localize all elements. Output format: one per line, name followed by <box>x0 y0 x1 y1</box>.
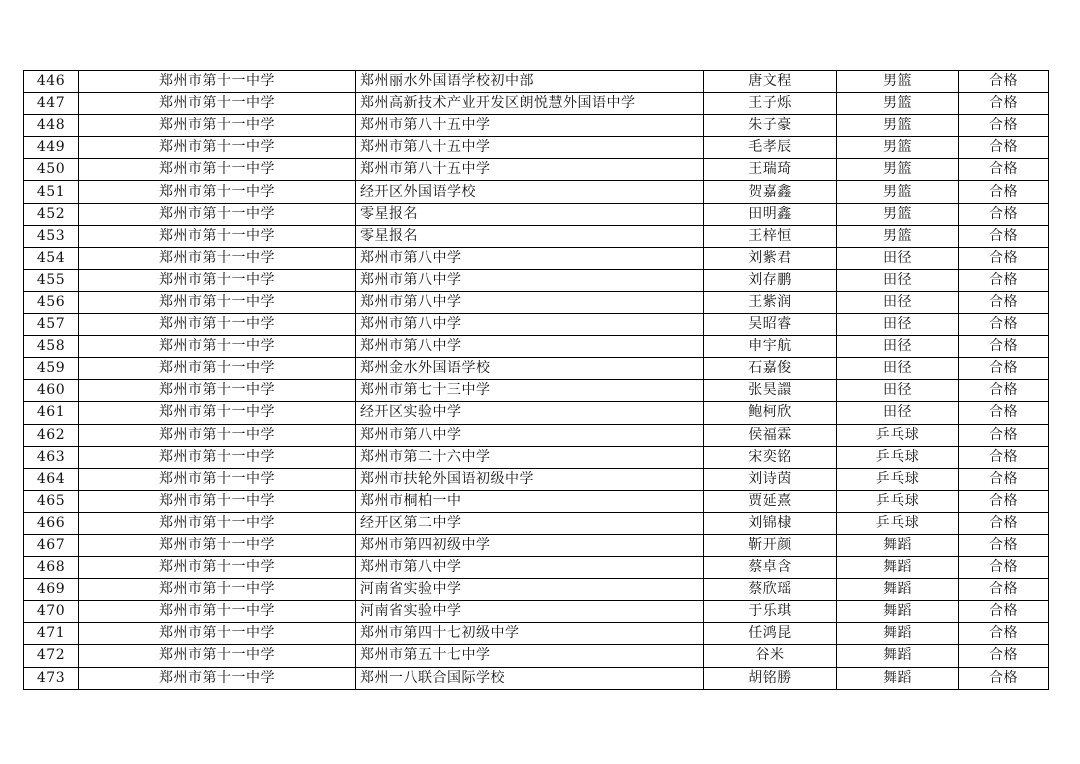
specialty-cell: 田径 <box>837 247 959 269</box>
table-row <box>24 512 1049 534</box>
graduating-school-cell: 郑州市第八中学 <box>356 314 704 336</box>
admitting-school-cell: 郑州市第十一中学 <box>79 623 356 645</box>
table-row <box>24 468 1049 490</box>
table-row <box>24 203 1049 225</box>
document-page <box>23 70 1048 690</box>
admitting-school-cell: 郑州市第十一中学 <box>79 402 356 424</box>
student-name-cell: 刘紫君 <box>704 247 837 269</box>
graduating-school-cell: 郑州市第八十五中学 <box>356 115 704 137</box>
specialty-cell: 田径 <box>837 269 959 291</box>
row-number-cell: 448 <box>24 115 79 137</box>
row-number-cell: 464 <box>24 468 79 490</box>
graduating-school-cell: 郑州市第四初级中学 <box>356 534 704 556</box>
table-row <box>24 269 1049 291</box>
student-name-cell: 刘存鹏 <box>704 269 837 291</box>
admitting-school-cell: 郑州市第十一中学 <box>79 269 356 291</box>
result-cell: 合格 <box>959 490 1049 512</box>
result-cell: 合格 <box>959 71 1049 93</box>
student-name-cell: 蔡卓含 <box>704 557 837 579</box>
graduating-school-cell: 郑州市第八十五中学 <box>356 159 704 181</box>
graduating-school-cell: 郑州一八联合国际学校 <box>356 667 704 689</box>
table-row <box>24 645 1049 667</box>
table-row <box>24 225 1049 247</box>
graduating-school-cell: 经开区第二中学 <box>356 512 704 534</box>
row-number-cell: 462 <box>24 424 79 446</box>
table-row <box>24 159 1049 181</box>
table-row <box>24 93 1049 115</box>
student-name-cell: 刘诗茵 <box>704 468 837 490</box>
row-number-cell: 472 <box>24 645 79 667</box>
specialty-cell: 男篮 <box>837 225 959 247</box>
results-table <box>23 70 1049 690</box>
table-row <box>24 667 1049 689</box>
row-number-cell: 471 <box>24 623 79 645</box>
row-number-cell: 473 <box>24 667 79 689</box>
admitting-school-cell: 郑州市第十一中学 <box>79 446 356 468</box>
table-row <box>24 380 1049 402</box>
student-name-cell: 吴昭睿 <box>704 314 837 336</box>
row-number-cell: 469 <box>24 579 79 601</box>
row-number-cell: 458 <box>24 336 79 358</box>
row-number-cell: 446 <box>24 71 79 93</box>
result-cell: 合格 <box>959 645 1049 667</box>
result-cell: 合格 <box>959 380 1049 402</box>
admitting-school-cell: 郑州市第十一中学 <box>79 380 356 402</box>
result-cell: 合格 <box>959 446 1049 468</box>
table-row <box>24 424 1049 446</box>
admitting-school-cell: 郑州市第十一中学 <box>79 601 356 623</box>
table-row <box>24 137 1049 159</box>
student-name-cell: 王紫润 <box>704 291 837 313</box>
graduating-school-cell: 郑州高新技术产业开发区朗悦慧外国语中学 <box>356 93 704 115</box>
result-cell: 合格 <box>959 181 1049 203</box>
student-name-cell: 侯福霖 <box>704 424 837 446</box>
admitting-school-cell: 郑州市第十一中学 <box>79 557 356 579</box>
result-cell: 合格 <box>959 512 1049 534</box>
admitting-school-cell: 郑州市第十一中学 <box>79 71 356 93</box>
specialty-cell: 男篮 <box>837 159 959 181</box>
specialty-cell: 乒乓球 <box>837 490 959 512</box>
admitting-school-cell: 郑州市第十一中学 <box>79 534 356 556</box>
student-name-cell: 胡铭勝 <box>704 667 837 689</box>
student-name-cell: 唐文程 <box>704 71 837 93</box>
graduating-school-cell: 郑州市第二十六中学 <box>356 446 704 468</box>
result-cell: 合格 <box>959 667 1049 689</box>
admitting-school-cell: 郑州市第十一中学 <box>79 512 356 534</box>
row-number-cell: 456 <box>24 291 79 313</box>
result-cell: 合格 <box>959 424 1049 446</box>
row-number-cell: 452 <box>24 203 79 225</box>
row-number-cell: 449 <box>24 137 79 159</box>
table-row <box>24 601 1049 623</box>
admitting-school-cell: 郑州市第十一中学 <box>79 203 356 225</box>
graduating-school-cell: 郑州市扶轮外国语初级中学 <box>356 468 704 490</box>
graduating-school-cell: 郑州市第八十五中学 <box>356 137 704 159</box>
admitting-school-cell: 郑州市第十一中学 <box>79 645 356 667</box>
result-cell: 合格 <box>959 534 1049 556</box>
table-row <box>24 557 1049 579</box>
graduating-school-cell: 河南省实验中学 <box>356 601 704 623</box>
graduating-school-cell: 郑州市第八中学 <box>356 269 704 291</box>
row-number-cell: 457 <box>24 314 79 336</box>
table-row <box>24 181 1049 203</box>
student-name-cell: 张昊譞 <box>704 380 837 402</box>
graduating-school-cell: 经开区实验中学 <box>356 402 704 424</box>
row-number-cell: 453 <box>24 225 79 247</box>
result-cell: 合格 <box>959 314 1049 336</box>
specialty-cell: 田径 <box>837 336 959 358</box>
result-cell: 合格 <box>959 579 1049 601</box>
result-cell: 合格 <box>959 247 1049 269</box>
specialty-cell: 舞蹈 <box>837 645 959 667</box>
specialty-cell: 舞蹈 <box>837 557 959 579</box>
specialty-cell: 乒乓球 <box>837 446 959 468</box>
row-number-cell: 470 <box>24 601 79 623</box>
table-body <box>24 71 1049 690</box>
table-row <box>24 71 1049 93</box>
student-name-cell: 田明鑫 <box>704 203 837 225</box>
specialty-cell: 乒乓球 <box>837 512 959 534</box>
result-cell: 合格 <box>959 468 1049 490</box>
row-number-cell: 463 <box>24 446 79 468</box>
specialty-cell: 舞蹈 <box>837 623 959 645</box>
student-name-cell: 靳开颜 <box>704 534 837 556</box>
student-name-cell: 任鸿昆 <box>704 623 837 645</box>
student-name-cell: 申宇航 <box>704 336 837 358</box>
row-number-cell: 465 <box>24 490 79 512</box>
row-number-cell: 454 <box>24 247 79 269</box>
row-number-cell: 447 <box>24 93 79 115</box>
result-cell: 合格 <box>959 358 1049 380</box>
admitting-school-cell: 郑州市第十一中学 <box>79 247 356 269</box>
result-cell: 合格 <box>959 93 1049 115</box>
specialty-cell: 男篮 <box>837 93 959 115</box>
specialty-cell: 舞蹈 <box>837 534 959 556</box>
specialty-cell: 男篮 <box>837 181 959 203</box>
row-number-cell: 467 <box>24 534 79 556</box>
result-cell: 合格 <box>959 203 1049 225</box>
result-cell: 合格 <box>959 137 1049 159</box>
table-row <box>24 623 1049 645</box>
result-cell: 合格 <box>959 557 1049 579</box>
admitting-school-cell: 郑州市第十一中学 <box>79 424 356 446</box>
result-cell: 合格 <box>959 159 1049 181</box>
admitting-school-cell: 郑州市第十一中学 <box>79 181 356 203</box>
result-cell: 合格 <box>959 291 1049 313</box>
admitting-school-cell: 郑州市第十一中学 <box>79 115 356 137</box>
student-name-cell: 蔡欣瑶 <box>704 579 837 601</box>
result-cell: 合格 <box>959 336 1049 358</box>
student-name-cell: 王瑞琦 <box>704 159 837 181</box>
graduating-school-cell: 经开区外国语学校 <box>356 181 704 203</box>
admitting-school-cell: 郑州市第十一中学 <box>79 93 356 115</box>
graduating-school-cell: 郑州市第四十七初级中学 <box>356 623 704 645</box>
admitting-school-cell: 郑州市第十一中学 <box>79 336 356 358</box>
admitting-school-cell: 郑州市第十一中学 <box>79 314 356 336</box>
specialty-cell: 舞蹈 <box>837 579 959 601</box>
student-name-cell: 石嘉俊 <box>704 358 837 380</box>
student-name-cell: 毛孝辰 <box>704 137 837 159</box>
admitting-school-cell: 郑州市第十一中学 <box>79 137 356 159</box>
specialty-cell: 男篮 <box>837 115 959 137</box>
specialty-cell: 舞蹈 <box>837 667 959 689</box>
admitting-school-cell: 郑州市第十一中学 <box>79 225 356 247</box>
student-name-cell: 贾延熹 <box>704 490 837 512</box>
table-row <box>24 291 1049 313</box>
specialty-cell: 田径 <box>837 291 959 313</box>
table-row <box>24 534 1049 556</box>
specialty-cell: 乒乓球 <box>837 468 959 490</box>
admitting-school-cell: 郑州市第十一中学 <box>79 159 356 181</box>
row-number-cell: 459 <box>24 358 79 380</box>
table-row <box>24 446 1049 468</box>
row-number-cell: 455 <box>24 269 79 291</box>
graduating-school-cell: 郑州市第八中学 <box>356 424 704 446</box>
graduating-school-cell: 郑州市第八中学 <box>356 336 704 358</box>
table-row <box>24 358 1049 380</box>
specialty-cell: 男篮 <box>837 203 959 225</box>
graduating-school-cell: 零星报名 <box>356 225 704 247</box>
graduating-school-cell: 郑州市桐柏一中 <box>356 490 704 512</box>
graduating-school-cell: 郑州市第八中学 <box>356 557 704 579</box>
student-name-cell: 鲍柯欣 <box>704 402 837 424</box>
student-name-cell: 宋奕铭 <box>704 446 837 468</box>
graduating-school-cell: 郑州市第五十七中学 <box>356 645 704 667</box>
graduating-school-cell: 郑州丽水外国语学校初中部 <box>356 71 704 93</box>
student-name-cell: 王梓恒 <box>704 225 837 247</box>
table-row <box>24 579 1049 601</box>
graduating-school-cell: 郑州金水外国语学校 <box>356 358 704 380</box>
specialty-cell: 男篮 <box>837 137 959 159</box>
table-row <box>24 336 1049 358</box>
table-row <box>24 314 1049 336</box>
result-cell: 合格 <box>959 269 1049 291</box>
result-cell: 合格 <box>959 225 1049 247</box>
table-row <box>24 490 1049 512</box>
admitting-school-cell: 郑州市第十一中学 <box>79 490 356 512</box>
graduating-school-cell: 郑州市第八中学 <box>356 247 704 269</box>
specialty-cell: 田径 <box>837 402 959 424</box>
admitting-school-cell: 郑州市第十一中学 <box>79 667 356 689</box>
row-number-cell: 460 <box>24 380 79 402</box>
admitting-school-cell: 郑州市第十一中学 <box>79 468 356 490</box>
result-cell: 合格 <box>959 601 1049 623</box>
specialty-cell: 田径 <box>837 380 959 402</box>
admitting-school-cell: 郑州市第十一中学 <box>79 579 356 601</box>
admitting-school-cell: 郑州市第十一中学 <box>79 358 356 380</box>
table-row <box>24 115 1049 137</box>
student-name-cell: 贺嘉鑫 <box>704 181 837 203</box>
table-row <box>24 402 1049 424</box>
row-number-cell: 451 <box>24 181 79 203</box>
row-number-cell: 466 <box>24 512 79 534</box>
graduating-school-cell: 郑州市第七十三中学 <box>356 380 704 402</box>
graduating-school-cell: 河南省实验中学 <box>356 579 704 601</box>
graduating-school-cell: 郑州市第八中学 <box>356 291 704 313</box>
admitting-school-cell: 郑州市第十一中学 <box>79 291 356 313</box>
specialty-cell: 乒乓球 <box>837 424 959 446</box>
student-name-cell: 朱子豪 <box>704 115 837 137</box>
row-number-cell: 468 <box>24 557 79 579</box>
student-name-cell: 刘锦棣 <box>704 512 837 534</box>
student-name-cell: 于乐琪 <box>704 601 837 623</box>
result-cell: 合格 <box>959 402 1049 424</box>
student-name-cell: 王子烁 <box>704 93 837 115</box>
specialty-cell: 田径 <box>837 358 959 380</box>
result-cell: 合格 <box>959 115 1049 137</box>
row-number-cell: 461 <box>24 402 79 424</box>
result-cell: 合格 <box>959 623 1049 645</box>
graduating-school-cell: 零星报名 <box>356 203 704 225</box>
specialty-cell: 舞蹈 <box>837 601 959 623</box>
student-name-cell: 谷米 <box>704 645 837 667</box>
specialty-cell: 田径 <box>837 314 959 336</box>
specialty-cell: 男篮 <box>837 71 959 93</box>
row-number-cell: 450 <box>24 159 79 181</box>
table-row <box>24 247 1049 269</box>
